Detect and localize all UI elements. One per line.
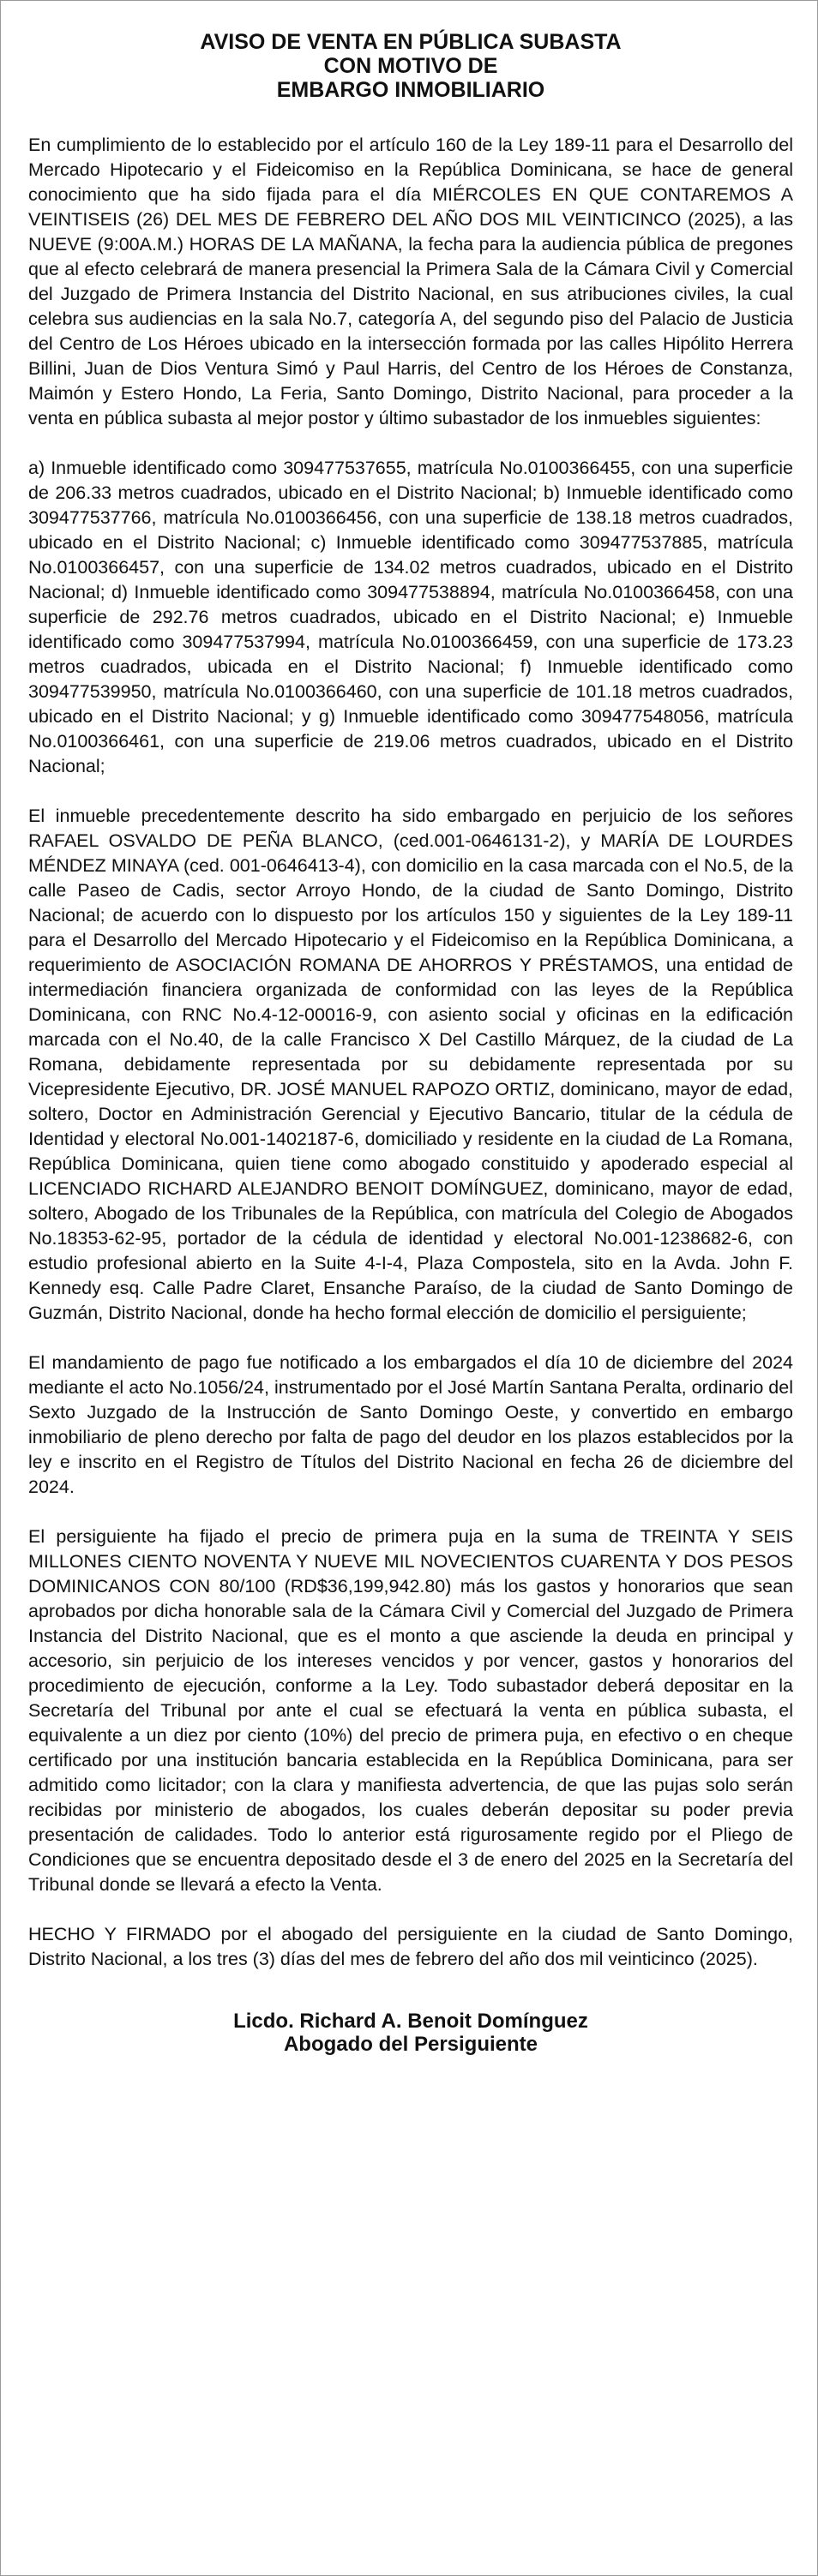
paragraph-first-bid-price: El persiguiente ha fijado el precio de primera puja en la suma de TREINTA Y SEIS MILLONES CIENTO NOVENTA Y NUEVE MIL NOVECIENTOS CUARENTA Y DOS PESOS DOMINICANOS CON 80/100 (RD$36,199,942.80) más los gastos y honorarios que sean aprobados por dicha honorable sala de la Cámara Civil y Comercial del Juzgado de Primera Instancia del Distrito Nacional, que es el monto a que asciende la deuda en principal y accesorio, sin perjuicio de los intereses vencidos y por vencer, gastos y honorarios del procedimiento de ejecución, conforme a la Ley. Todo subastador deberá depositar en la Secretaría del Tribunal por ante el cual se efectuará la venta en pública subasta, el equivalente a un diez por ciento (10%) del precio de primera puja, en efectivo o en cheque certificado por una institución bancaria establecida en la República Dominicana, para ser admitido como licitador; con la clara y manifiesta advertencia, de que las pujas solo serán recibidas por ministerio de abogados, los cuales deberán depositar su poder previa presentación de calidades. Todo lo anterior está rigurosamente regido por el Pliego de Condiciones que se encuentra depositado desde el 3 de enero del 2025 en la Secretaría del Tribunal donde se llevará a efecto la Venta. xyxy=(28,1526,793,1895)
paragraph-payment-order: El mandamiento de pago fue notificado a los embargados el día 10 de diciembre del 2024 mediante el acto No.1056/24, instrumentado por el José Martín Santana Peralta, ordinario del Sexto Juzgado de la Instrucción de Santo Domingo Oeste, y convertido en embargo inmobiliario de pleno derecho por falta de pago del deudor en los plazos establecidos por la ley e inscrito en el Registro de Títulos del Distrito Nacional en fecha 26 de diciembre del 2024. xyxy=(28,1352,793,1497)
paragraph-property-list: a) Inmueble identificado como 309477537655, matrícula No.0100366455, con una superficie de 206.33 metros cuadrados, ubicado en el Distrito Nacional; b) Inmueble identificado como 309477537766, matrícula No.0100366456, con una superficie de 138.18 metros cuadrados, ubicado en el Distrito Nacional; c) Inmueble identificado como 309477537885, matrícula No.0100366457, con una superficie de 134.02 metros cuadrados, ubicado en el Distrito Nacional; d) Inmueble identificado como 309477538894, matrícula No.0100366458, con una superficie de 292.76 metros cuadrados, ubicado en el Distrito Nacional; e) Inmueble identificado como 309477537994, matrícula No.0100366459, con una superficie de 173.23 metros cuadrados, ubicada en el Distrito Nacional; f) Inmueble identificado como 309477539950, matrícula No.0100366460, con una superficie de 101.18 metros cuadrados, ubicado en el Distrito Nacional; y g) Inmueble identificado como 309477548056, matrícula No.0100366461, con una superficie de 219.06 metros cuadrados, ubicado en el Distrito Nacional; xyxy=(28,458,793,776)
title-line-3: EMBARGO INMOBILIARIO xyxy=(276,78,545,102)
signature-name: Licdo. Richard A. Benoit Domínguez xyxy=(233,2010,588,2033)
title-line-1: AVISO DE VENTA EN PÚBLICA SUBASTA xyxy=(200,30,622,54)
signature-block xyxy=(28,2010,793,2056)
notice-title xyxy=(28,30,793,102)
paragraph-seizure-details: El inmueble precedentemente descrito ha sido embargado en perjuicio de los señores RAFAEL OSVALDO DE PEÑA BLANCO, (ced.001-0646131-2), y MARÍA DE LOURDES MÉNDEZ MINAYA (ced. 001-0646413-4), con domicilio en la casa marcada con el No.5, de la calle Paseo de Cadis, sector Arroyo Hondo, de la ciudad de Santo Domingo, Distrito Nacional; de acuerdo con lo dispuesto por los artículos 150 y siguientes de la Ley 189-11 para el Desarrollo del Mercado Hipotecario y el Fideicomiso en la República Dominicana, a requerimiento de ASOCIACIÓN ROMANA DE AHORROS Y PRÉSTAMOS, una entidad de intermediación financiera organizada de conformidad con las leyes de la República Dominicana, con RNC No.4-12-00016-9, con asiento social y oficinas en la edificación marcada con el No.40, de la calle Francisco X Del Castillo Márquez, de la ciudad de La Romana, debidamente representada por su debidamente representada por su Vicepresidente Ejecutivo, DR. JOSÉ MANUEL RAPOZO ORTIZ, dominicano, mayor de edad, soltero, Doctor en Administración Gerencial y Ejecutivo Bancario, titular de la cédula de Identidad y electoral No.001-1402187-6, domiciliado y residente en la ciudad de La Romana, República Dominicana, quien tiene como abogado constituido y apoderado especial al LICENCIADO RICHARD ALEJANDRO BENOIT DOMÍNGUEZ, dominicano, mayor de edad, soltero, Abogado de los Tribunales de la República, con matrícula del Colegio de Abogados No.18353-62-95, portador de la cédula de identidad y electoral No.001-1238682-6, con estudio profesional abierto en la Suite 4-I-4, Plaza Compostela, sito en la Avda. John F. Kennedy esq. Calle Padre Claret, Ensanche Paraíso, de la ciudad de Santo Domingo de Guzmán, Distrito Nacional, donde ha hecho formal elección de domicilio el persiguiente; xyxy=(28,806,793,1323)
paragraph-signed-statement: HECHO Y FIRMADO por el abogado del persiguiente en la ciudad de Santo Domingo, Distrito Nacional, a los tres (3) días del mes de febrero del año dos mil veinticinco (2025). xyxy=(28,1924,793,1969)
paragraph-auction-announcement: En cumplimiento de lo establecido por el artículo 160 de la Ley 189-11 para el Desarrollo del Mercado Hipotecario y el Fideicomiso en la República Dominicana, se hace de general conocimiento que ha sido fijada para el día MIÉRCOLES EN QUE CONTAREMOS A VEINTISEIS (26) DEL MES DE FEBRERO DEL AÑO DOS MIL VEINTICINCO (2025), a las NUEVE (9:00A.M.) HORAS DE LA MAÑANA, la fecha para la audiencia pública de pregones que al efecto celebrará de manera presencial la Primera Sala de la Cámara Civil y Comercial del Juzgado de Primera Instancia del Distrito Nacional, en sus atribuciones civiles, la cual celebra sus audiencias en la sala No.7, categoría A, del segundo piso del Palacio de Justicia del Centro de Los Héroes ubicado en la intersección formada por las calles Hipólito Herrera Billini, Juan de Dios Ventura Simó y Paul Harris, del Centro de los Héroes de Constanza, Maimón y Estero Hondo, La Feria, Santo Domingo, Distrito Nacional, para proceder a la venta en pública subasta al mejor postor y último subastador de los inmuebles siguientes: xyxy=(28,135,793,428)
signature-role: Abogado del Persiguiente xyxy=(283,2033,538,2056)
title-line-2: CON MOTIVO DE xyxy=(323,54,498,78)
